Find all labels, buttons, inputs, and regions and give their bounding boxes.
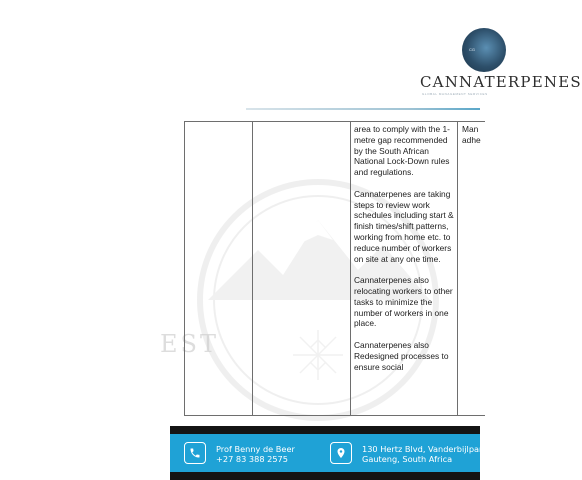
responsibility-cell bbox=[462, 124, 502, 146]
header-divider bbox=[246, 108, 480, 110]
contact-phone: +27 83 388 2575 bbox=[216, 454, 288, 464]
measures-cell bbox=[354, 124, 456, 383]
company-logo bbox=[462, 28, 506, 72]
logo-emblem-text: CG bbox=[469, 47, 475, 52]
measures-paragraph: Cannaterpenes also relocating workers to other tasks to minimize the number of workers in one place. bbox=[354, 275, 453, 329]
page-margin bbox=[0, 0, 170, 480]
table-column-divider bbox=[350, 122, 351, 415]
measures-paragraph: area to comply with the 1-metre gap recommended by the South African National Lock-Down rules and regulations. bbox=[354, 124, 450, 178]
address-line-2: Gauteng, South Africa bbox=[362, 454, 453, 464]
table-column-divider bbox=[457, 122, 458, 415]
responsibility-line: adhe bbox=[462, 134, 481, 145]
brand-name: CANNATERPENES bbox=[420, 73, 582, 91]
address-line-1: 130 Hertz Blvd, Vanderbijlpark bbox=[362, 444, 488, 454]
responsibility-line: Man bbox=[462, 124, 479, 134]
location-pin-icon bbox=[330, 442, 352, 464]
table-column-divider bbox=[252, 122, 253, 415]
measures-paragraph: Cannaterpenes are taking steps to review work schedules including start & finish times/shift patterns, working from home etc. to reduce number of workers on site at any one time. bbox=[354, 188, 454, 264]
footer-top-band bbox=[170, 426, 480, 434]
brand-tagline: GLOBAL MANAGEMENT SERVICES bbox=[422, 92, 488, 96]
content-table bbox=[184, 121, 485, 416]
page-footer bbox=[170, 426, 488, 480]
footer-bottom-band bbox=[170, 472, 480, 480]
measures-paragraph: Cannaterpenes also Redesigned processes to ensure social bbox=[354, 339, 449, 372]
contact-name: Prof Benny de Beer bbox=[216, 444, 295, 454]
phone-icon bbox=[184, 442, 206, 464]
watermark-text: EST bbox=[160, 330, 219, 358]
